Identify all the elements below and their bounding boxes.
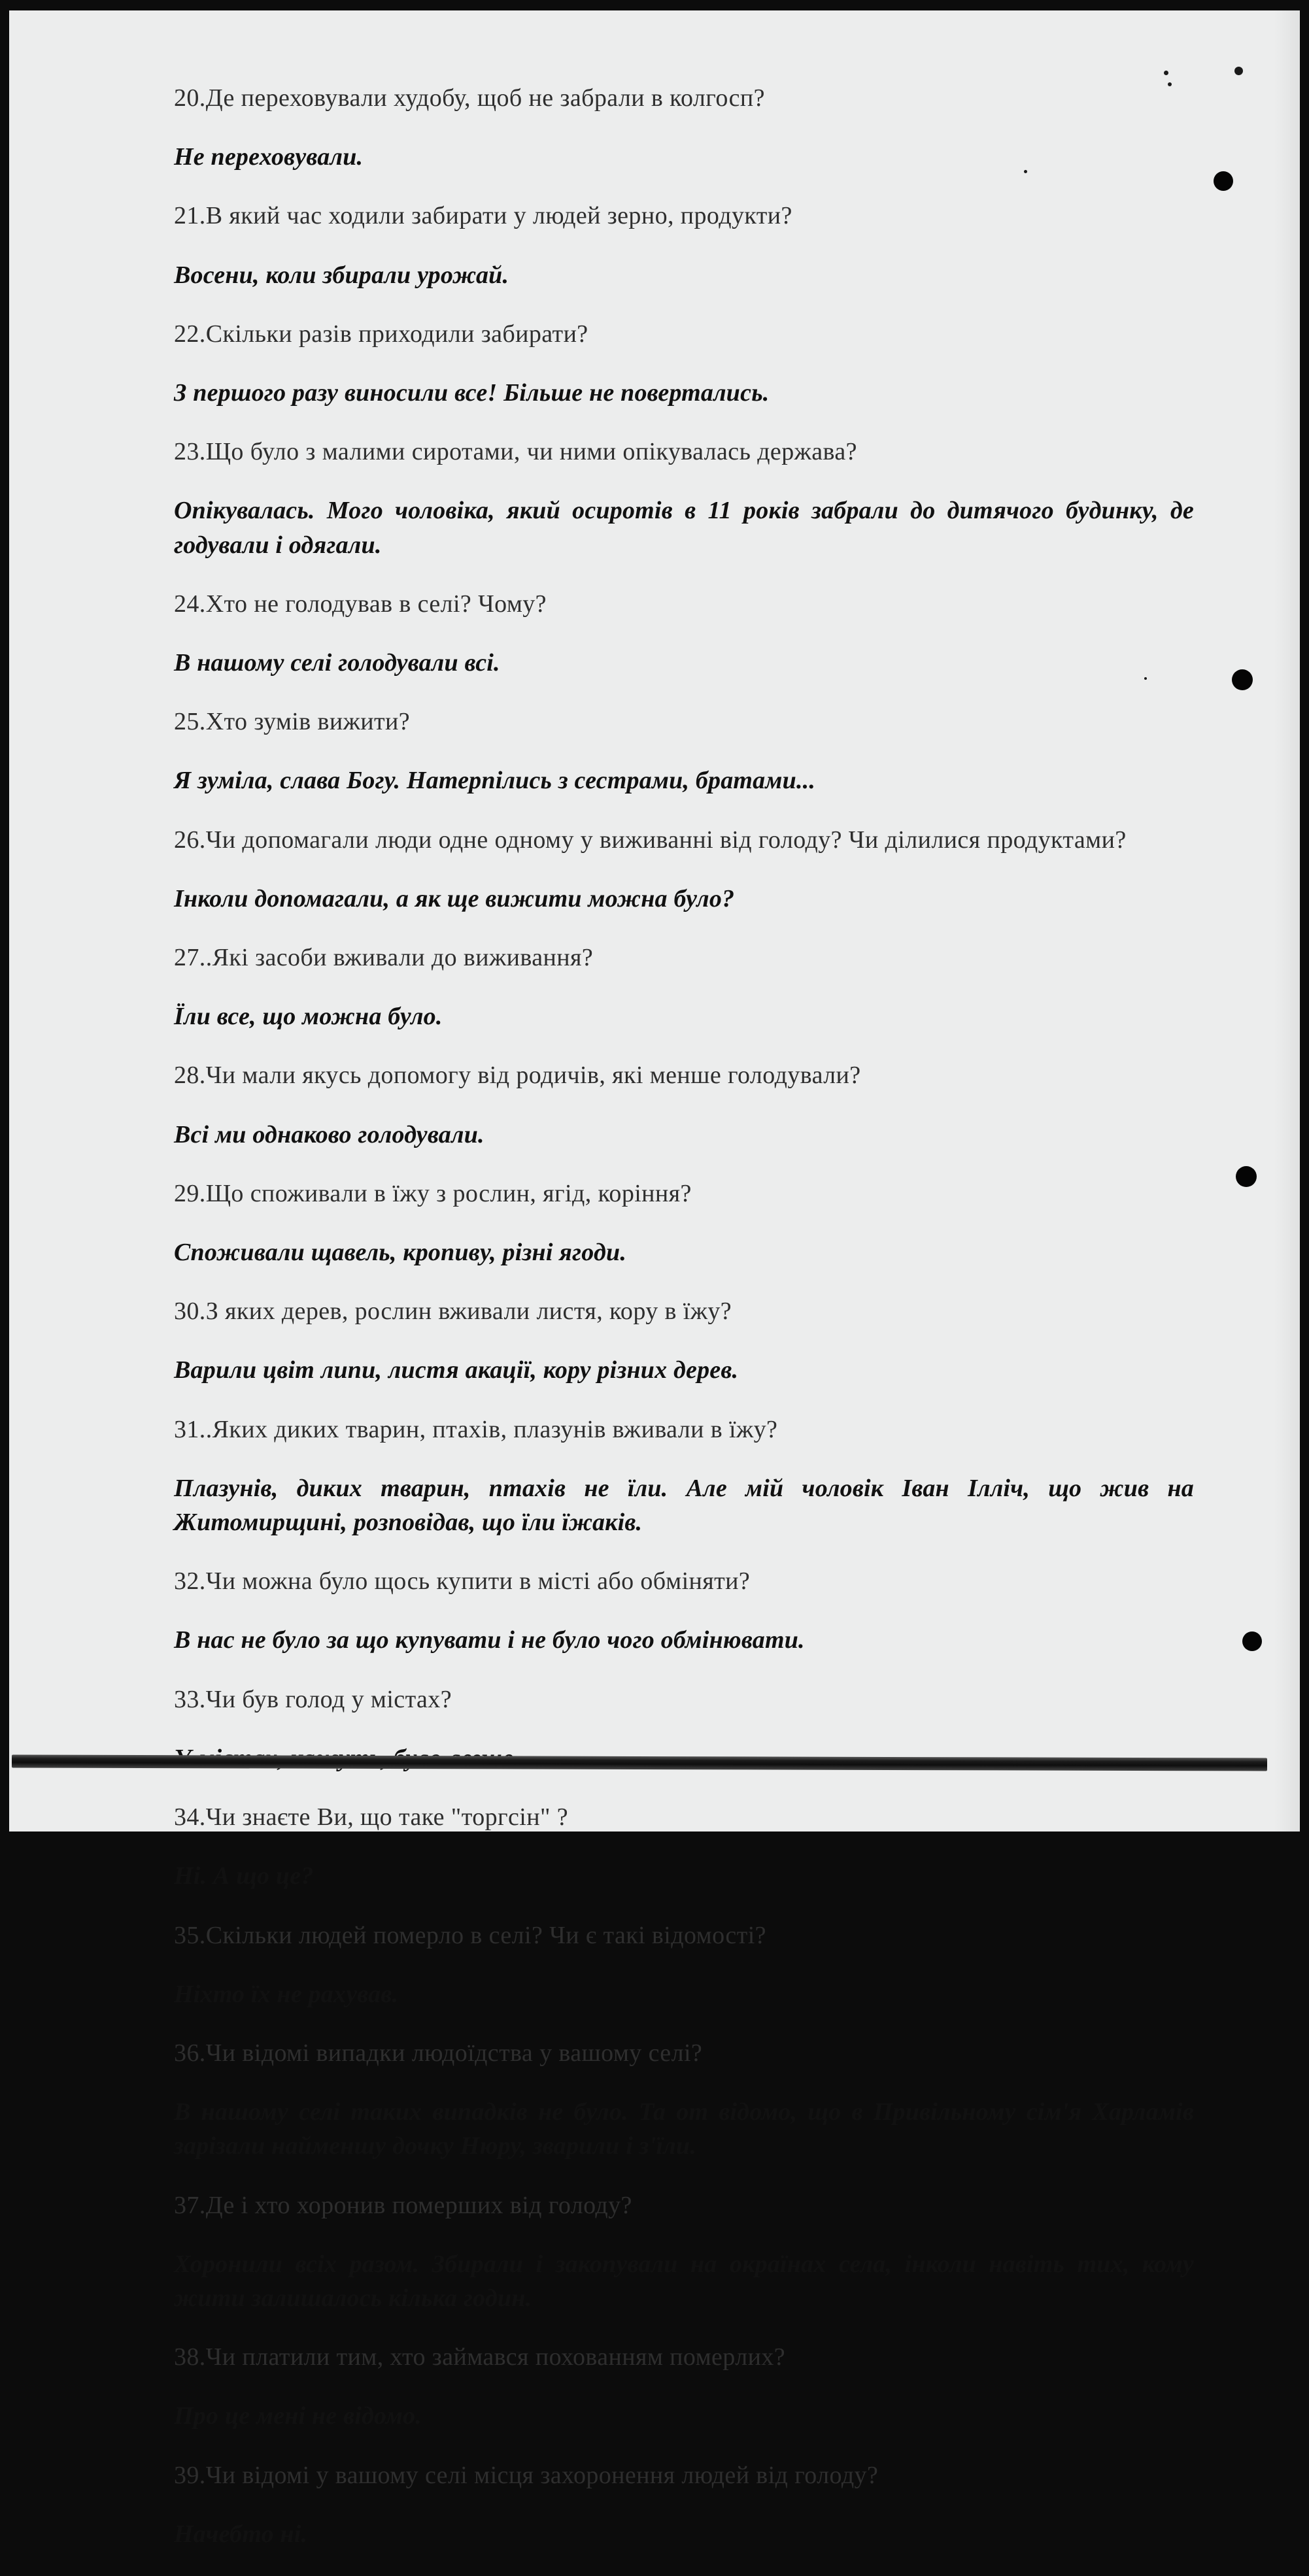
question-30: 30.З яких дерев, рослин вживали листя, кору в їжу? (174, 1297, 732, 1326)
question-34: 34.Чи знаєте Ви, що таке "торгсін" ? (174, 1803, 569, 1832)
questionnaire-body (174, 56, 1194, 2576)
question-21: 21.В який час ходили забирати у людей зерно, продукти? (174, 202, 792, 230)
answer-29: Споживали щавель, кропиву, різні ягоди. (174, 1239, 627, 1267)
question-25: 25.Хто зумів вижити? (174, 708, 410, 736)
qa-item-29 (174, 1177, 1194, 1269)
question-35: 35.Скільки людей померло в селі? Чи є такі відомості? (174, 1921, 766, 1949)
qa-item-21 (174, 199, 1194, 292)
scan-speck (1164, 71, 1168, 75)
question-32: 32.Чи можна було щось купити в місті або обміняти? (174, 1567, 751, 1596)
scan-shadow (1274, 10, 1300, 1832)
qa-item-34 (174, 1800, 1194, 1893)
answer-20: Не переховували. (174, 143, 364, 171)
answer-28: Всі ми однаково голодували. (174, 1120, 484, 1148)
qa-item-28 (174, 1058, 1194, 1151)
qa-item-24 (174, 587, 1194, 680)
answer-36: В нашому селі таких випадків не було. Та от відомо, що в Привільному сім'я Харламів зарізали найменшу дочку Нюру, зварили і з'їли. (174, 2098, 1194, 2160)
answer-26: Інколи допомагали, а як ще вижити можна було? (174, 884, 735, 912)
qa-item-20 (174, 81, 1194, 174)
scan-speck (1234, 67, 1243, 75)
question-24: 24.Хто не голодував в селі? Чому? (174, 590, 547, 618)
question-23: 23.Що було з малими сиротами, чи ними опікувалась держава? (174, 438, 857, 466)
answer-27: Їли все, що можна було. (174, 1003, 443, 1031)
question-26: 26.Чи допомагали люди одне одному у виживанні від голоду? Чи ділилися продуктами? (174, 826, 1127, 854)
question-27: 27..Які засоби вживали до виживання? (174, 944, 594, 972)
answer-25: Я зуміла, слава Богу. Натерпілись з сестрами, братами... (174, 767, 816, 795)
scan-speck (1024, 170, 1027, 173)
question-39: 39.Чи відомі у вашому селі місця захоронення людей від голоду? (174, 2461, 879, 2489)
answer-32: В нас не було за що купувати і не було чого обмінювати. (174, 1626, 805, 1654)
question-38: 38.Чи платили тим, хто займався похованням померлих? (174, 2343, 785, 2371)
qa-item-31 (174, 1413, 1194, 1540)
question-33: 33.Чи був голод у містах? (174, 1685, 452, 1713)
answer-37: Хоронили всіх разом. Збирали і закопували на окраїнах села, інколи навіть тих, кому жити залишалось кілька годин. (174, 2250, 1194, 2312)
qa-item-25 (174, 705, 1194, 797)
qa-item-26 (174, 823, 1194, 916)
answer-24: В нашому селі голодували всі. (174, 649, 500, 677)
document-page (9, 10, 1300, 2548)
qa-item-36 (174, 2036, 1194, 2164)
answer-31: Плазунів, диких тварин, птахів не їли. Але мій чоловік Іван Ілліч, що жив на Житомирщині, розповідав, що їли їжаків. (174, 1474, 1194, 1537)
punch-hole (1242, 1631, 1262, 1651)
answer-38: Про це мені не відомо. (174, 2402, 422, 2430)
qa-item-23 (174, 435, 1194, 562)
qa-item-22 (174, 317, 1194, 410)
qa-item-35 (174, 1918, 1194, 2011)
qa-item-30 (174, 1294, 1194, 1387)
qa-item-32 (174, 1564, 1194, 1657)
qa-item-27 (174, 941, 1194, 1033)
question-37: 37.Де і хто хоронив померших від голоду? (174, 2191, 632, 2219)
answer-22: З першого разу виносили все! Більше не повертались. (174, 379, 770, 407)
answer-34: Ні. А що це? (174, 1862, 314, 1890)
scan-speck (1168, 82, 1172, 86)
question-29: 29.Що споживали в їжу з рослин, ягід, коріння? (174, 1179, 692, 1207)
punch-hole (1236, 1166, 1257, 1187)
question-20: 20.Де переховували худобу, щоб не забрали в колгосп? (174, 84, 765, 112)
answer-30: Варили цвіт липи, листя акації, кору різних дерев. (174, 1356, 739, 1384)
punch-hole (1232, 669, 1253, 690)
qa-item-39 (174, 2458, 1194, 2551)
question-22: 22.Скільки разів приходили забирати? (174, 320, 588, 348)
qa-item-37 (174, 2188, 1194, 2316)
question-36: 36.Чи відомі випадки людоїдства у вашому селі? (174, 2039, 703, 2067)
qa-item-38 (174, 2340, 1194, 2433)
answer-23: Опікувалась. Мого чоловіка, який осиротів в 11 років забрали до дитячого будинку, де годували і одягали. (174, 497, 1194, 559)
question-31: 31..Яких диких тварин, птахів, плазунів вживали в їжу? (174, 1415, 778, 1443)
scan-speck (1144, 677, 1147, 680)
punch-hole (1214, 171, 1233, 191)
answer-35: Ніхто їх не рахував. (174, 1980, 399, 2008)
answer-39: Начебто ні. (174, 2520, 308, 2548)
question-28: 28.Чи мали якусь допомогу від родичів, які менше голодували? (174, 1062, 861, 1090)
answer-21: Восени, коли збирали урожай. (174, 261, 509, 289)
